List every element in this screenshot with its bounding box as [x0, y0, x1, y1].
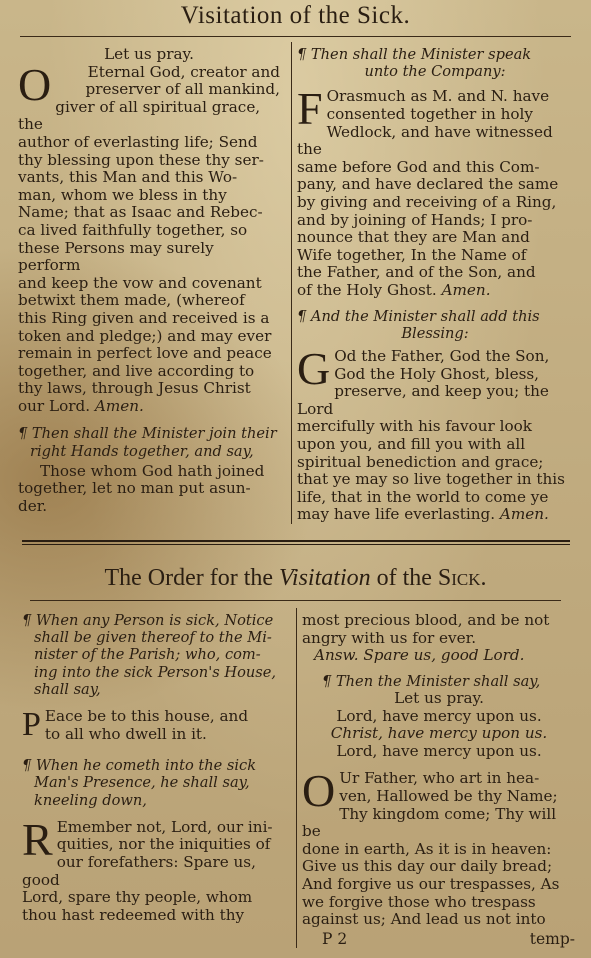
text-line: pany, and have declared the same: [297, 175, 559, 194]
column-divider-bottom: [296, 608, 297, 948]
text-line: ca lived faithfully together, so: [18, 220, 248, 239]
text-line: against us; And lead us not into: [302, 910, 546, 929]
text-line: mercifully with his favour look: [297, 417, 532, 436]
rubric-line: Blessing:: [401, 324, 469, 342]
text-line: together, and live according to: [18, 361, 255, 380]
text-line: Christ, have mercy upon us.: [330, 724, 548, 743]
dropcap-r: R: [22, 813, 53, 865]
dropcap-g: G: [297, 342, 331, 394]
text-line: to all who dwell in it.: [44, 724, 207, 743]
rubric-line: kneeling down,: [34, 791, 147, 809]
title-segment: of the: [370, 565, 438, 591]
text-line: and keep the vow and covenant: [18, 273, 262, 292]
header-rule: [20, 36, 571, 37]
text-line: thy blessing upon these thy ser-: [18, 150, 264, 169]
text-line: Eace be to this house, and: [44, 707, 249, 726]
those-whom-god: [18, 463, 280, 516]
text-line: Wife together, In the Name of: [297, 245, 527, 264]
text-line: remain in perfect love and peace: [18, 344, 272, 363]
catchword: temp-: [529, 930, 575, 948]
text-line: our forefathers: Spare us, good: [22, 853, 256, 889]
signature-mark: P 2: [322, 930, 348, 948]
text-line: Orasmuch as M. and N. have: [326, 87, 550, 106]
title-segment: Sick.: [437, 565, 487, 591]
left-column-top: [18, 46, 280, 516]
text-line: together, let no man put asun-: [18, 479, 251, 498]
peace-greeting: [22, 708, 284, 743]
rubric-line: shall say,: [34, 680, 101, 698]
rubric-line: shall be given thereof to the Mi-: [34, 629, 272, 647]
kyrie: [302, 708, 576, 761]
text-line: thou hast redeemed with thy: [22, 905, 245, 924]
declaration: [297, 83, 573, 299]
text-line: spiritual benediction and grace;: [297, 452, 544, 471]
rubric-notice: [22, 612, 284, 698]
text-line: Lord, have mercy upon us.: [336, 741, 542, 760]
rubric-line: ¶ When any Person is sick, Notice: [22, 612, 274, 629]
text-segment: of the Holy Ghost.: [297, 280, 437, 299]
amen: Amen.: [94, 396, 144, 415]
running-head: Visitation of the Sick.: [180, 2, 411, 29]
rubric-join-hands: [18, 425, 280, 459]
text-line: that ye may so live together in this: [297, 470, 565, 489]
text-line: thy laws, through Jesus Christ: [18, 379, 251, 398]
section-rule-thin: [22, 544, 570, 545]
rubric-minister-say: ¶ Then the Minister shall say,: [322, 672, 541, 690]
text-line: [297, 282, 573, 300]
rubric-presence: [22, 757, 284, 809]
text-line: Thy kingdom come; Thy will be: [302, 804, 557, 841]
text-line: ven, Hallowed be thy Name;: [339, 786, 558, 805]
text-line: Those whom God hath joined: [40, 461, 265, 480]
rubric-line: ¶ Then shall the Minister speak: [297, 46, 532, 63]
text-line: author of everlasting life; Send: [18, 132, 258, 151]
text-line: and by joining of Hands; I pro-: [297, 210, 533, 229]
text-line: God the Holy Ghost, bless,: [334, 364, 540, 383]
text-segment: our Lord.: [18, 396, 91, 415]
text-line: Lord, have mercy upon us.: [336, 706, 542, 725]
text-line: life, that in the world to come ye: [297, 487, 549, 506]
marriage-prayer: [18, 58, 280, 416]
rubric-line: nister of the Parish; who, com-: [34, 646, 261, 664]
text-line: [297, 506, 573, 524]
let-us-pray-heading: Let us pray.: [394, 688, 484, 707]
right-column-bottom: [302, 612, 576, 929]
remember-not: [22, 813, 284, 925]
title-rule: [30, 600, 561, 601]
text-line: Wedlock, and have witnessed the: [297, 122, 553, 159]
rubric-line: ing into the sick Person's House,: [34, 663, 277, 681]
text-line: same before God and this Com-: [297, 157, 540, 176]
rubric-line: Man's Presence, he shall say,: [34, 774, 250, 792]
text-line: Od the Father, God the Son,: [334, 346, 550, 365]
text-line: [18, 398, 280, 416]
text-line: preserver of all mankind,: [85, 80, 280, 99]
text-line: by giving and receiving of a Ring,: [297, 192, 557, 211]
text-line: preserve, and keep you; the Lord: [297, 382, 549, 418]
let-us-pray-heading: Let us pray.: [104, 45, 194, 63]
text-line: consented together in holy: [326, 105, 533, 123]
amen: Amen.: [441, 280, 491, 299]
text-line: vants, this Man and this Wo-: [18, 168, 238, 187]
text-line: Ur Father, who art in hea-: [339, 769, 540, 788]
amen: Amen.: [499, 505, 549, 524]
dropcap-o: O: [18, 58, 52, 110]
section-rule-thick: [22, 540, 570, 542]
rubric-speak-company: [297, 46, 573, 80]
text-segment: may have life everlasting.: [297, 505, 496, 524]
text-line: And forgive us our trespasses, As: [302, 874, 560, 893]
text-line: most precious blood, and be not: [302, 611, 550, 629]
rubric-line: ¶ And the Minister shall add this: [297, 307, 540, 325]
text-line: angry with us for ever.: [302, 628, 477, 647]
text-line: giver of all spiritual grace, the: [18, 97, 261, 134]
text-line: done in earth, As it is in heaven:: [302, 839, 552, 858]
text-line: Name; that as Isaac and Rebec-: [18, 203, 263, 222]
text-line: the Father, and of the Son, and: [297, 263, 536, 282]
text-line: token and pledge;) and may ever: [18, 326, 272, 345]
right-column-top: [297, 46, 573, 524]
text-line: man, whom we bless in thy: [18, 185, 227, 204]
text-line: der.: [18, 497, 48, 516]
blessing: [297, 342, 573, 524]
dropcap-o: O: [302, 765, 336, 817]
text-line: quities, nor the iniquities of: [56, 835, 271, 854]
left-column-bottom: [22, 612, 284, 924]
text-line: Lord, spare thy people, whom: [22, 888, 253, 907]
text-line: these Persons may surely perform: [18, 238, 214, 275]
text-line: nounce that they are Man and: [297, 228, 530, 247]
column-divider-top: [291, 42, 292, 524]
lords-prayer: [302, 765, 576, 929]
order-title: [0, 565, 591, 592]
rubric-line: ¶ When he cometh into the sick: [22, 757, 257, 775]
rubric-blessing: [297, 308, 573, 342]
answer-line: Answ. Spare us, good Lord.: [314, 646, 525, 665]
title-segment: Visitation: [279, 565, 371, 591]
text-line: Emember not, Lord, our ini-: [56, 817, 273, 836]
text-line: Give us this day our daily bread;: [302, 857, 553, 876]
text-line: upon you, and fill you with all: [297, 434, 526, 453]
rubric-line: unto the Company:: [364, 63, 506, 81]
text-line: this Ring given and received is a: [18, 308, 270, 327]
text-line: betwixt them made, (whereof: [18, 291, 245, 310]
rubric-line: right Hands together, and say,: [30, 442, 254, 460]
rubric-line: ¶ Then shall the Minister join their: [18, 425, 277, 443]
dropcap-p: P: [22, 706, 41, 744]
dropcap-f: F: [297, 83, 323, 135]
title-segment: The Order for the: [104, 565, 280, 591]
text-line: we forgive those who trespass: [302, 892, 536, 911]
text-line: Eternal God, creator and: [87, 62, 280, 81]
blood-text: [302, 612, 576, 647]
